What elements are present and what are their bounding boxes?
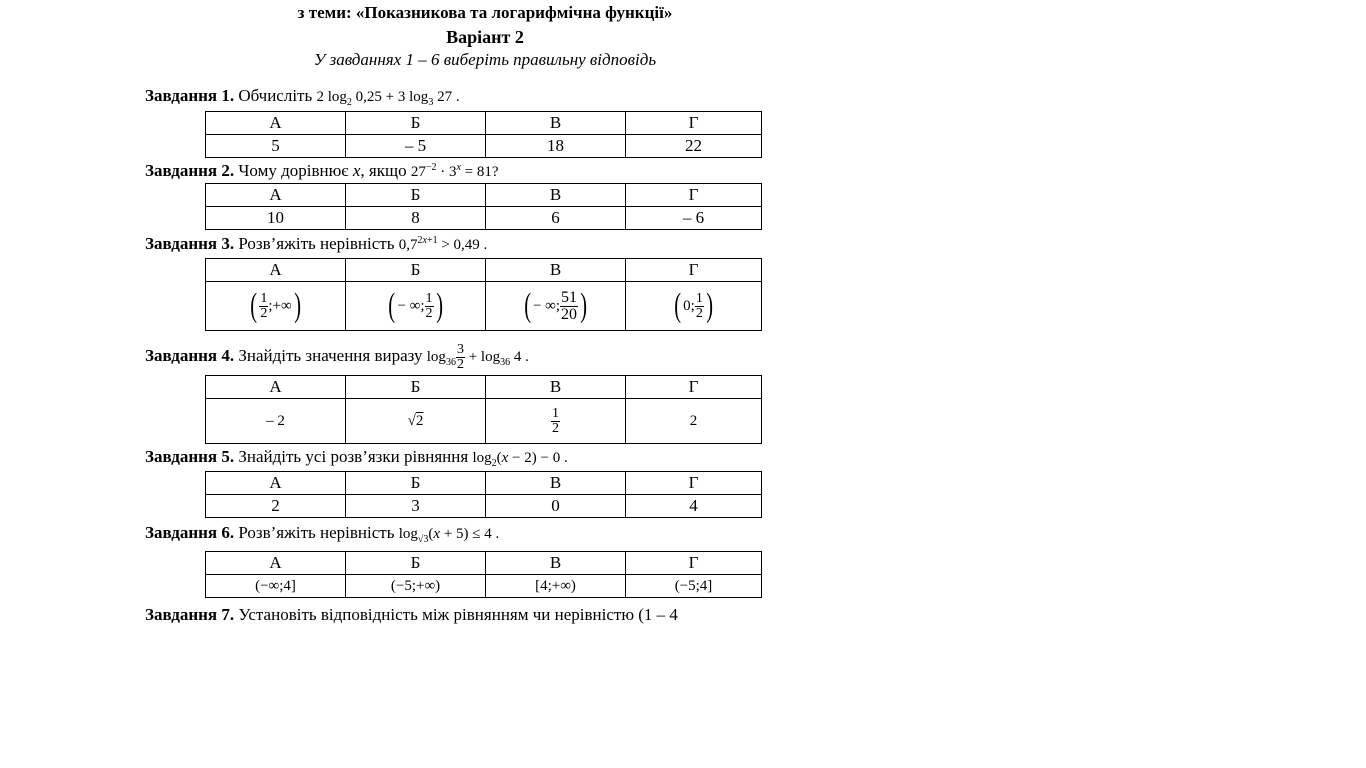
answer-d-formula: ( 0; $\frac{1}{2}$ ) bbox=[674, 287, 713, 324]
task-2-formula: $27^{-2} \cdot 3^x = 81$? bbox=[410, 162, 499, 180]
col-a-header: А bbox=[206, 259, 346, 282]
col-d-header: Г bbox=[626, 184, 762, 207]
answer-a: 5 bbox=[206, 135, 346, 158]
col-d-header: Г bbox=[626, 259, 762, 282]
sqrt-formula: √2 bbox=[407, 412, 424, 429]
answer-d: 2 bbox=[626, 399, 762, 444]
col-b-header: Б bbox=[346, 376, 486, 399]
answer-c bbox=[486, 282, 626, 331]
task-1-formula: 2 $\log_2 0,25 + 3$ $\log_3 27$ . bbox=[316, 89, 460, 108]
answer-b: (−5;+∞) bbox=[346, 575, 486, 598]
col-a-header: А bbox=[206, 112, 346, 135]
col-d-header: Г bbox=[626, 552, 762, 575]
answer-a: 10 bbox=[206, 207, 346, 230]
task-4-label: Завдання 4. bbox=[145, 345, 235, 365]
task-1-text: Обчисліть bbox=[238, 86, 313, 105]
task-5-label: Завдання 5. bbox=[145, 447, 235, 466]
col-c-header: В bbox=[486, 376, 626, 399]
col-b-header: Б bbox=[346, 112, 486, 135]
col-b-header: Б bbox=[346, 472, 486, 495]
col-c-header: В bbox=[486, 552, 626, 575]
col-a-header: А bbox=[206, 472, 346, 495]
task-6-statement bbox=[145, 523, 499, 545]
task-5-formula: $\log_2(x - 2) - 0$ . bbox=[472, 450, 568, 469]
col-c-header: В bbox=[486, 472, 626, 495]
task-4-text: Знайдіть значення виразу bbox=[238, 345, 423, 365]
task-3-label: Завдання 3. bbox=[145, 234, 235, 253]
col-b-header: Б bbox=[346, 552, 486, 575]
task-7-text: Установіть відповідність між рівнянням чи нерівністю (1 – 4 bbox=[238, 605, 678, 624]
task-5-text: Знайдіть усі розв’язки рівняння bbox=[238, 447, 469, 466]
col-a-header: А bbox=[206, 376, 346, 399]
answer-c: 0 bbox=[486, 495, 626, 518]
task-3-answer-table bbox=[205, 258, 762, 331]
answer-d: (−5;4] bbox=[626, 575, 762, 598]
answer-c: 6 bbox=[486, 207, 626, 230]
task-5-answer-table bbox=[205, 471, 762, 518]
answer-d bbox=[626, 282, 762, 331]
col-d-header: Г bbox=[626, 472, 762, 495]
task-4-formula: $\log_{36}$ $\frac{3}{2}$ + $\log_{36} 4$ . bbox=[426, 342, 529, 372]
task-1-answer-table bbox=[205, 111, 762, 158]
task-1-label: Завдання 1. bbox=[145, 86, 235, 105]
answer-a bbox=[206, 282, 346, 331]
task-5-statement bbox=[145, 447, 568, 469]
task-2-text2: , якщо bbox=[360, 161, 407, 180]
answer-b bbox=[346, 399, 486, 444]
task-2-answer-table bbox=[205, 183, 762, 230]
topic-heading: з теми: «Показникова та логарифмічна функції» bbox=[297, 3, 673, 22]
answer-d: – 6 bbox=[626, 207, 762, 230]
task-6-label: Завдання 6. bbox=[145, 523, 235, 542]
answer-a: (−∞;4] bbox=[206, 575, 346, 598]
task-2-label: Завдання 2. bbox=[145, 161, 235, 180]
task-6-answer-table bbox=[205, 551, 762, 598]
col-b-header: Б bbox=[346, 259, 486, 282]
task-4-answer-table bbox=[205, 375, 762, 444]
answer-c bbox=[486, 399, 626, 444]
answer-a: – 2 bbox=[206, 399, 346, 444]
task-2-statement bbox=[145, 161, 499, 181]
task-2-text: Чому дорівнює bbox=[238, 161, 349, 180]
answer-c: 18 bbox=[486, 135, 626, 158]
half-fraction: $\frac{1}{2}$ bbox=[552, 405, 559, 436]
answer-c-formula: ( − ∞; $\frac{51}{20}$ ) bbox=[523, 287, 588, 324]
task-1-statement bbox=[145, 86, 460, 108]
instruction-text: У завданнях 1 – 6 виберіть правильну відповідь bbox=[313, 50, 657, 69]
task-3-statement bbox=[145, 234, 487, 254]
answer-a: 2 bbox=[206, 495, 346, 518]
answer-b: 8 bbox=[346, 207, 486, 230]
col-a-header: А bbox=[206, 184, 346, 207]
col-d-header: Г bbox=[626, 112, 762, 135]
answer-b: – 5 bbox=[346, 135, 486, 158]
task-7-label: Завдання 7. bbox=[145, 605, 235, 624]
answer-b-formula: ( − ∞; $\frac{1}{2}$ ) bbox=[388, 287, 443, 324]
answer-b: 3 bbox=[346, 495, 486, 518]
col-c-header: В bbox=[486, 184, 626, 207]
col-c-header: В bbox=[486, 259, 626, 282]
answer-a-formula: ( $\frac{1}{2}$ ;+∞ ) bbox=[250, 287, 301, 324]
task-4-statement bbox=[145, 343, 529, 372]
answer-b bbox=[346, 282, 486, 331]
task-6-formula: $\log_{√3}(x + 5) \le 4$ . bbox=[398, 526, 500, 545]
answer-d: 4 bbox=[626, 495, 762, 518]
col-a-header: А bbox=[206, 552, 346, 575]
task-3-formula: $0,7^{2x+1} > 0,49$ . bbox=[398, 235, 488, 253]
answer-d: 22 bbox=[626, 135, 762, 158]
answer-c: [4;+∞) bbox=[486, 575, 626, 598]
col-d-header: Г bbox=[626, 376, 762, 399]
task-3-text: Розв’яжіть нерівність bbox=[238, 234, 395, 253]
variant-heading: Варіант 2 bbox=[446, 27, 524, 47]
task-2-var: x bbox=[352, 161, 361, 180]
task-7-statement-cut bbox=[145, 601, 678, 624]
task-6-text: Розв’яжіть нерівність bbox=[238, 523, 395, 542]
col-c-header: В bbox=[486, 112, 626, 135]
col-b-header: Б bbox=[346, 184, 486, 207]
